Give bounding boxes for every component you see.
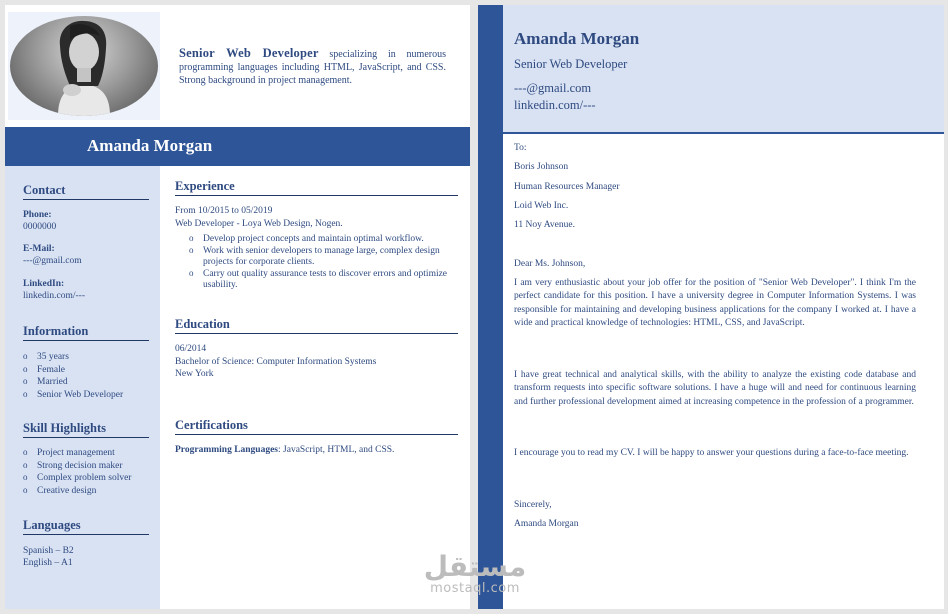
languages-heading: Languages [23, 518, 149, 535]
linkedin-label: LinkedIn: [23, 279, 65, 289]
certification-label: Programming Languages [175, 445, 279, 455]
list-item: o Carry out quality assurance tests to discover errors and optimize usability. [189, 269, 461, 292]
education-heading: Education [175, 317, 458, 334]
languages-list [23, 545, 74, 569]
watermark-arabic: مستقل [423, 550, 527, 583]
letter-paragraph-2: I have great technical and analytical skills, with the ability to analyze the existing code database and transform requests into specific software solutions. I have a huge will and need for continuous learning and further professional development aimed at increasing competence in the profession of a programmer. [514, 370, 916, 407]
recipient-name: Boris Johnson [514, 162, 569, 172]
experience-position: Web Developer - Loya Web Design, Nogen. [175, 218, 343, 229]
letter-signature: Amanda Morgan [514, 519, 579, 529]
profile-photo-frame [8, 12, 160, 120]
profile-photo [10, 16, 158, 116]
list-item: o Senior Web Developer [23, 389, 123, 402]
list-item: o Develop project concepts and maintain optimal workflow. [189, 234, 461, 246]
recipient-company: Loid Web Inc. [514, 201, 569, 211]
contact-heading: Contact [23, 183, 149, 200]
recipient-title: Human Resources Manager [514, 182, 620, 192]
list-item: o Married [23, 376, 123, 389]
education-date: 06/2014 [175, 344, 207, 354]
list-item: o Project management [23, 447, 131, 460]
letter-name: Amanda Morgan [514, 29, 640, 48]
certifications-info [175, 444, 394, 457]
list-item: o Work with senior developers to manage large, complex design projects for corporate clients. [189, 246, 461, 269]
experience-heading: Experience [175, 179, 458, 196]
experience-info [175, 205, 343, 230]
letter-contact [514, 80, 596, 114]
summary-title: Senior Web Developer [179, 46, 319, 60]
recipient-address: 11 Noy Avenue. [514, 220, 575, 230]
watermark-url: mostaql.com [430, 581, 520, 596]
certifications-heading: Certifications [175, 418, 458, 435]
list-item: o 35 years [23, 351, 123, 364]
certification-text: : JavaScript, HTML, and CSS. [278, 445, 395, 455]
list-item: Spanish – B2 [23, 546, 74, 556]
cv-sidebar [5, 166, 160, 609]
information-heading: Information [23, 324, 149, 341]
experience-list [189, 234, 461, 292]
letter-role: Senior Web Developer [514, 57, 628, 71]
skills-list [23, 447, 131, 497]
cv-name: Amanda Morgan [87, 136, 213, 155]
portrait-illustration [10, 16, 158, 116]
list-item: o Complex problem solver [23, 472, 131, 485]
letter-to: To: [514, 143, 527, 153]
education-degree: Bachelor of Science: Computer Information Systems [175, 356, 377, 367]
experience-period: From 10/2015 to 05/2019 [175, 206, 273, 216]
letter-paragraph-3: I encourage you to read my CV. I will be happy to answer your questions during a face-to-face meeting. [514, 448, 909, 458]
phone-label: Phone: [23, 210, 52, 220]
email-label: E-Mail: [23, 244, 55, 254]
letter-paragraph-1: I am very enthusiastic about your job offer for the position of "Senior Web Developer". I think I'm the perfect candidate for this position. I have a university degree in Computer Information Systems. I was responsible for maintaining and developing business applications for the company I worked at. I have a wide and practical knowledge of technologies: HTML, CSS, and JavaScript. [514, 278, 916, 328]
accent-bar [478, 5, 503, 609]
watermark-logo [414, 552, 536, 596]
summary-text: specializing in numerous programming languages including HTML, JavaScript, and CSS. Strong background in project management. [179, 49, 446, 86]
name-banner [5, 127, 470, 166]
education-location: New York [175, 369, 214, 379]
phone-value: 0000000 [23, 222, 57, 232]
cover-letter-page [478, 5, 944, 609]
profile-summary [179, 47, 446, 87]
phone-block [23, 209, 56, 233]
list-item: o Female [23, 364, 123, 377]
list-item: o Creative design [23, 485, 131, 498]
skills-heading: Skill Highlights [23, 421, 149, 438]
list-item: o Strong decision maker [23, 460, 131, 473]
letter-linkedin: linkedin.com/--- [514, 98, 596, 112]
cv-page [5, 5, 470, 609]
list-item: English – A1 [23, 558, 73, 568]
email-value: ---@gmail.com [23, 256, 82, 266]
linkedin-value: linkedin.com/--- [23, 291, 85, 301]
information-list [23, 351, 123, 401]
letter-closing: Sincerely, [514, 500, 552, 510]
linkedin-block [23, 278, 85, 302]
education-info [175, 343, 376, 381]
letter-salutation: Dear Ms. Johnson, [514, 259, 586, 269]
email-block [23, 243, 82, 267]
letter-email: ---@gmail.com [514, 81, 592, 95]
